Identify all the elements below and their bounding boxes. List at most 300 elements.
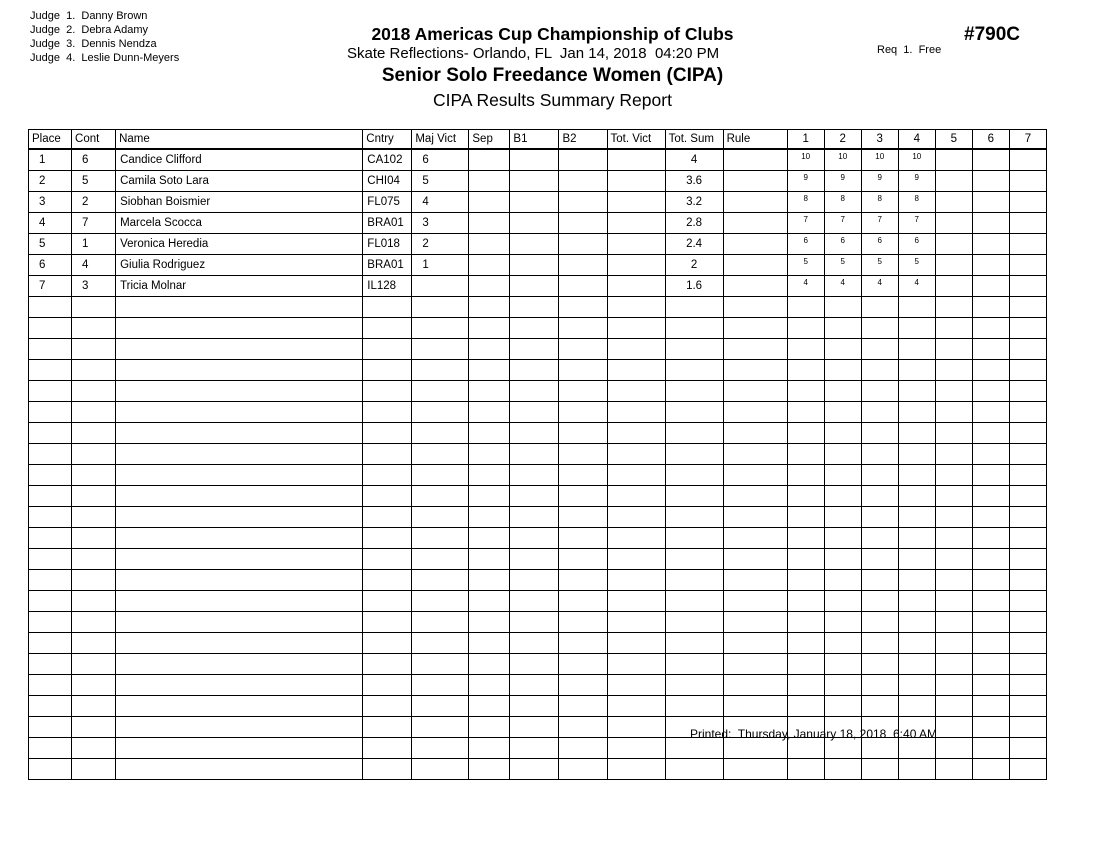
judge-score-cell — [935, 633, 972, 654]
judge-score-cell — [824, 297, 861, 318]
maj-vict-cell: 1 — [412, 255, 469, 276]
cont-cell — [72, 486, 116, 507]
name-cell — [116, 402, 363, 423]
maj-vict-cell — [412, 696, 469, 717]
judge-score-cell — [898, 318, 935, 339]
name-cell — [116, 444, 363, 465]
blank-cell — [559, 465, 607, 486]
blank-cell — [607, 318, 665, 339]
maj-vict-cell — [412, 507, 469, 528]
blank-cell — [510, 402, 559, 423]
tot-sum-cell — [665, 591, 723, 612]
judge-score-cell: 10 — [787, 149, 824, 171]
cntry-cell — [363, 570, 412, 591]
blank-cell — [723, 318, 787, 339]
blank-cell — [607, 339, 665, 360]
blank-cell — [510, 423, 559, 444]
place-cell — [29, 528, 72, 549]
place-cell — [29, 570, 72, 591]
judge-score-cell — [1009, 276, 1046, 297]
place-cell — [29, 402, 72, 423]
judge-score-cell — [1009, 444, 1046, 465]
blank-cell — [607, 297, 665, 318]
empty-row — [29, 528, 1047, 549]
blank-cell — [510, 149, 559, 171]
maj-vict-cell: 2 — [412, 234, 469, 255]
blank-cell — [469, 675, 510, 696]
judge-score-cell — [972, 696, 1009, 717]
column-header: Name — [116, 130, 363, 150]
place-cell — [29, 549, 72, 570]
judge-score-cell — [824, 339, 861, 360]
cont-cell — [72, 633, 116, 654]
place-cell — [29, 507, 72, 528]
judge-score-cell — [861, 633, 898, 654]
blank-cell — [510, 213, 559, 234]
cntry-cell — [363, 507, 412, 528]
cont-cell — [72, 675, 116, 696]
judge-score-cell — [972, 444, 1009, 465]
judge-score-cell — [935, 444, 972, 465]
blank-cell — [607, 633, 665, 654]
judge-score-cell — [787, 465, 824, 486]
judge-score-cell — [787, 444, 824, 465]
blank-cell — [510, 612, 559, 633]
judge-score-cell — [972, 528, 1009, 549]
judge-score-cell — [935, 402, 972, 423]
place-cell — [29, 381, 72, 402]
judge-score-cell — [1009, 717, 1046, 738]
tot-sum-cell — [665, 360, 723, 381]
tot-sum-cell: 2.8 — [665, 213, 723, 234]
blank-cell — [469, 381, 510, 402]
blank-cell — [469, 633, 510, 654]
judge-score-cell — [935, 423, 972, 444]
judge-score-cell — [1009, 675, 1046, 696]
blank-cell — [559, 423, 607, 444]
maj-vict-cell — [412, 381, 469, 402]
maj-vict-cell: 5 — [412, 171, 469, 192]
blank-cell — [607, 738, 665, 759]
maj-vict-cell — [412, 633, 469, 654]
cont-cell — [72, 423, 116, 444]
blank-cell — [723, 507, 787, 528]
judge-score-cell: 7 — [824, 213, 861, 234]
name-cell — [116, 465, 363, 486]
judge-score-cell — [898, 612, 935, 633]
blank-cell — [559, 591, 607, 612]
cntry-cell — [363, 759, 412, 780]
judge-score-cell — [1009, 402, 1046, 423]
blank-cell — [723, 423, 787, 444]
judge-score-cell: 6 — [861, 234, 898, 255]
blank-cell — [510, 738, 559, 759]
judge-score-cell — [972, 318, 1009, 339]
cntry-cell: FL018 — [363, 234, 412, 255]
column-header: Tot. Vict — [607, 130, 665, 150]
place-cell — [29, 675, 72, 696]
judge-score-cell — [861, 465, 898, 486]
results-table — [28, 129, 1047, 780]
judge-score-cell — [898, 507, 935, 528]
empty-row — [29, 507, 1047, 528]
judge-score-cell — [861, 612, 898, 633]
judge-score-cell: 5 — [787, 255, 824, 276]
judge-score-cell: 4 — [898, 276, 935, 297]
judge-score-cell: 9 — [787, 171, 824, 192]
blank-cell — [559, 507, 607, 528]
table-row — [29, 213, 1047, 234]
place-cell — [29, 738, 72, 759]
tot-sum-cell — [665, 423, 723, 444]
judge-score-cell — [1009, 486, 1046, 507]
column-header: Place — [29, 130, 72, 150]
judge-score-cell — [972, 381, 1009, 402]
column-header: 5 — [935, 130, 972, 150]
name-cell: Camila Soto Lara — [116, 171, 363, 192]
tot-sum-cell — [665, 612, 723, 633]
judge-score-cell — [935, 318, 972, 339]
cont-cell: 3 — [72, 276, 116, 297]
tot-sum-cell: 1.6 — [665, 276, 723, 297]
judge-score-cell: 7 — [787, 213, 824, 234]
judge-score-cell — [861, 297, 898, 318]
empty-row — [29, 297, 1047, 318]
blank-cell — [469, 717, 510, 738]
blank-cell — [723, 444, 787, 465]
tot-sum-cell: 2 — [665, 255, 723, 276]
judge-score-cell — [935, 549, 972, 570]
empty-row — [29, 633, 1047, 654]
blank-cell — [469, 423, 510, 444]
blank-cell — [607, 192, 665, 213]
judge-score-cell — [972, 738, 1009, 759]
judge-score-cell — [861, 360, 898, 381]
blank-cell — [510, 255, 559, 276]
judge-score-cell — [1009, 759, 1046, 780]
blank-cell — [607, 507, 665, 528]
blank-cell — [723, 255, 787, 276]
judge-score-cell: 9 — [861, 171, 898, 192]
judge-score-cell — [1009, 738, 1046, 759]
blank-cell — [559, 738, 607, 759]
cont-cell — [72, 360, 116, 381]
blank-cell — [559, 549, 607, 570]
blank-cell — [723, 360, 787, 381]
judge-score-cell — [935, 339, 972, 360]
name-cell — [116, 549, 363, 570]
blank-cell — [510, 234, 559, 255]
judge-score-cell — [935, 192, 972, 213]
blank-cell — [723, 297, 787, 318]
column-header: Tot. Sum — [665, 130, 723, 150]
judge-score-cell — [787, 486, 824, 507]
judge-score-cell — [935, 570, 972, 591]
judge-score-cell: 6 — [787, 234, 824, 255]
place-cell — [29, 360, 72, 381]
column-header: 4 — [898, 130, 935, 150]
blank-cell — [607, 654, 665, 675]
judge-score-cell — [972, 486, 1009, 507]
judge-score-cell — [824, 444, 861, 465]
judge-score-cell — [972, 612, 1009, 633]
place-cell: 4 — [29, 213, 72, 234]
place-cell: 3 — [29, 192, 72, 213]
judge-score-cell — [972, 360, 1009, 381]
blank-cell — [607, 528, 665, 549]
blank-cell — [559, 255, 607, 276]
cntry-cell — [363, 339, 412, 360]
cntry-cell — [363, 717, 412, 738]
blank-cell — [607, 360, 665, 381]
blank-cell — [559, 402, 607, 423]
maj-vict-cell — [412, 297, 469, 318]
maj-vict-cell — [412, 423, 469, 444]
venue-line: Skate Reflections- Orlando, FL Jan 14, 2018 04:20 PM — [347, 45, 720, 62]
judge-score-cell — [1009, 381, 1046, 402]
column-header: 6 — [972, 130, 1009, 150]
blank-cell — [559, 633, 607, 654]
maj-vict-cell: 3 — [412, 213, 469, 234]
empty-row — [29, 486, 1047, 507]
empty-row — [29, 549, 1047, 570]
name-cell — [116, 423, 363, 444]
judge-score-cell — [861, 654, 898, 675]
blank-cell — [510, 591, 559, 612]
tot-sum-cell — [665, 381, 723, 402]
judge-score-cell — [972, 633, 1009, 654]
judge-score-cell — [972, 654, 1009, 675]
empty-row — [29, 465, 1047, 486]
place-cell — [29, 759, 72, 780]
cntry-cell — [363, 633, 412, 654]
judge-score-cell — [935, 591, 972, 612]
judge-score-cell — [898, 423, 935, 444]
blank-cell — [559, 297, 607, 318]
blank-cell — [469, 171, 510, 192]
blank-cell — [723, 696, 787, 717]
judge-score-cell — [824, 654, 861, 675]
name-cell — [116, 633, 363, 654]
judge-score-cell — [898, 549, 935, 570]
tot-sum-cell — [665, 318, 723, 339]
blank-cell — [559, 381, 607, 402]
blank-cell — [607, 675, 665, 696]
cntry-cell — [363, 402, 412, 423]
blank-cell — [559, 570, 607, 591]
blank-cell — [559, 612, 607, 633]
judge-score-cell — [824, 591, 861, 612]
tot-sum-cell — [665, 339, 723, 360]
cont-cell: 5 — [72, 171, 116, 192]
judge-score-cell — [787, 675, 824, 696]
tot-sum-cell — [665, 759, 723, 780]
blank-cell — [607, 381, 665, 402]
name-cell — [116, 612, 363, 633]
judge-score-cell — [972, 192, 1009, 213]
blank-cell — [469, 192, 510, 213]
judge-score-cell — [935, 696, 972, 717]
column-header: Cntry — [363, 130, 412, 150]
empty-row — [29, 339, 1047, 360]
cntry-cell: CA102 — [363, 149, 412, 171]
cont-cell — [72, 696, 116, 717]
judge-line: Judge 3. Dennis Nendza — [30, 38, 157, 50]
blank-cell — [469, 234, 510, 255]
maj-vict-cell — [412, 444, 469, 465]
judge-score-cell — [898, 759, 935, 780]
maj-vict-cell — [412, 486, 469, 507]
judge-score-cell — [787, 360, 824, 381]
maj-vict-cell: 6 — [412, 149, 469, 171]
blank-cell — [510, 528, 559, 549]
blank-cell — [723, 213, 787, 234]
judge-score-cell — [898, 402, 935, 423]
report-name: CIPA Results Summary Report — [433, 90, 672, 110]
cntry-cell — [363, 423, 412, 444]
judge-score-cell: 6 — [898, 234, 935, 255]
tot-sum-cell — [665, 570, 723, 591]
judge-score-cell — [787, 570, 824, 591]
cont-cell — [72, 381, 116, 402]
table-row — [29, 192, 1047, 213]
tot-sum-cell: 3.6 — [665, 171, 723, 192]
cntry-cell — [363, 738, 412, 759]
cntry-cell — [363, 675, 412, 696]
cntry-cell — [363, 612, 412, 633]
blank-cell — [559, 528, 607, 549]
tot-sum-cell: 2.4 — [665, 234, 723, 255]
blank-cell — [510, 381, 559, 402]
judge-score-cell — [1009, 528, 1046, 549]
judge-score-cell — [861, 339, 898, 360]
blank-cell — [723, 654, 787, 675]
blank-cell — [723, 528, 787, 549]
blank-cell — [510, 759, 559, 780]
blank-cell — [723, 234, 787, 255]
blank-cell — [510, 297, 559, 318]
printed-timestamp: Printed: Thursday, January 18, 2018 6:40 AM — [690, 727, 938, 741]
blank-cell — [559, 654, 607, 675]
blank-cell — [469, 444, 510, 465]
maj-vict-cell: 4 — [412, 192, 469, 213]
tot-sum-cell — [665, 444, 723, 465]
judge-score-cell — [787, 654, 824, 675]
column-header: B1 — [510, 130, 559, 150]
blank-cell — [723, 675, 787, 696]
maj-vict-cell — [412, 570, 469, 591]
blank-cell — [469, 149, 510, 171]
maj-vict-cell — [412, 528, 469, 549]
empty-row — [29, 654, 1047, 675]
cntry-cell: FL075 — [363, 192, 412, 213]
blank-cell — [469, 297, 510, 318]
judge-score-cell — [1009, 465, 1046, 486]
judge-score-cell — [1009, 423, 1046, 444]
judge-score-cell — [935, 297, 972, 318]
judge-score-cell — [898, 654, 935, 675]
judge-score-cell — [898, 339, 935, 360]
judge-score-cell — [787, 612, 824, 633]
cont-cell: 1 — [72, 234, 116, 255]
name-cell — [116, 591, 363, 612]
name-cell — [116, 759, 363, 780]
judge-score-cell: 7 — [861, 213, 898, 234]
cntry-cell — [363, 360, 412, 381]
judge-score-cell — [972, 759, 1009, 780]
blank-cell — [723, 612, 787, 633]
blank-cell — [510, 339, 559, 360]
cont-cell — [72, 507, 116, 528]
judge-score-cell — [861, 423, 898, 444]
blank-cell — [469, 339, 510, 360]
judge-score-cell — [935, 528, 972, 549]
name-cell — [116, 696, 363, 717]
cont-cell — [72, 759, 116, 780]
judge-score-cell — [935, 717, 972, 738]
blank-cell — [723, 591, 787, 612]
cont-cell — [72, 717, 116, 738]
name-cell: Candice Clifford — [116, 149, 363, 171]
table-row — [29, 234, 1047, 255]
place-cell: 1 — [29, 149, 72, 171]
judge-score-cell: 9 — [898, 171, 935, 192]
judge-score-cell — [972, 402, 1009, 423]
place-cell — [29, 717, 72, 738]
judge-score-cell — [861, 675, 898, 696]
place-cell: 5 — [29, 234, 72, 255]
judge-score-cell: 5 — [824, 255, 861, 276]
judge-score-cell — [935, 507, 972, 528]
maj-vict-cell — [412, 276, 469, 297]
blank-cell — [607, 149, 665, 171]
blank-cell — [559, 213, 607, 234]
judge-score-cell — [1009, 234, 1046, 255]
judge-score-cell — [861, 696, 898, 717]
blank-cell — [559, 444, 607, 465]
tot-sum-cell — [665, 549, 723, 570]
blank-cell — [469, 255, 510, 276]
column-header: 3 — [861, 130, 898, 150]
maj-vict-cell — [412, 465, 469, 486]
judge-score-cell — [861, 318, 898, 339]
maj-vict-cell — [412, 318, 469, 339]
table-row — [29, 255, 1047, 276]
blank-cell — [723, 402, 787, 423]
name-cell — [116, 654, 363, 675]
judge-score-cell — [787, 633, 824, 654]
name-cell — [116, 486, 363, 507]
cntry-cell — [363, 696, 412, 717]
name-cell — [116, 528, 363, 549]
blank-cell — [607, 591, 665, 612]
blank-cell — [559, 339, 607, 360]
column-header: Cont — [72, 130, 116, 150]
blank-cell — [469, 570, 510, 591]
table-row — [29, 149, 1047, 171]
maj-vict-cell — [412, 549, 469, 570]
judge-score-cell — [898, 528, 935, 549]
judge-score-cell — [898, 696, 935, 717]
blank-cell — [510, 507, 559, 528]
judge-score-cell — [824, 381, 861, 402]
judge-score-cell — [824, 318, 861, 339]
blank-cell — [510, 465, 559, 486]
judge-score-cell — [824, 360, 861, 381]
blank-cell — [607, 213, 665, 234]
cont-cell: 4 — [72, 255, 116, 276]
judge-score-cell — [935, 171, 972, 192]
